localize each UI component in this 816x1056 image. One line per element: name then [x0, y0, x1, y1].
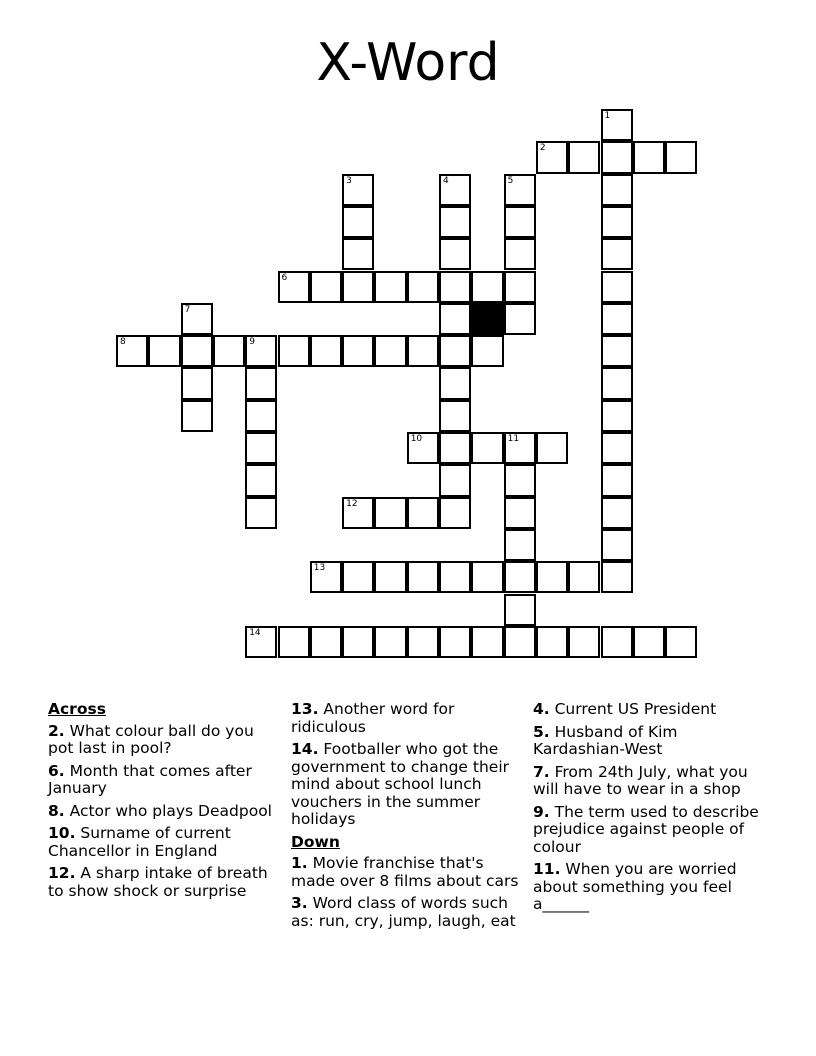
- clue-text: Husband of Kim Kardashian-West: [533, 722, 678, 758]
- grid-cell[interactable]: [439, 271, 471, 303]
- clue-down-3: [291, 895, 529, 930]
- grid-cell[interactable]: [601, 206, 633, 238]
- cell-number: 6: [281, 272, 288, 283]
- clue-text: Footballer who got the government to change their mind about school lunch vouchers in the summer holidays: [291, 740, 509, 828]
- clue-number: 14.: [291, 740, 319, 758]
- clues-column-1: [48, 701, 273, 905]
- grid-cell[interactable]: [342, 335, 374, 367]
- grid-cell[interactable]: [310, 335, 342, 367]
- grid-cell[interactable]: [278, 335, 310, 367]
- grid-cell[interactable]: [504, 561, 536, 593]
- grid-cell[interactable]: [439, 432, 471, 464]
- cell-number: 5: [507, 175, 514, 186]
- clue-across-14: [291, 741, 529, 829]
- grid-cell[interactable]: [601, 174, 633, 206]
- clue-number: 5.: [533, 722, 550, 741]
- cell-number: 3: [346, 175, 352, 186]
- cell-number: 1: [604, 111, 611, 121]
- grid-cell[interactable]: [245, 367, 277, 399]
- grid-cell[interactable]: [568, 626, 600, 658]
- clue-number: 11.: [533, 860, 561, 878]
- grid-cell[interactable]: [407, 335, 439, 367]
- grid-cell[interactable]: [310, 561, 342, 593]
- grid-cell[interactable]: [342, 626, 374, 658]
- grid-cell[interactable]: [245, 497, 277, 529]
- grid-cell[interactable]: [439, 174, 471, 206]
- clue-text: Another word for ridiculous: [291, 700, 455, 736]
- clue-text: When you are worried about something you feel a______: [533, 860, 737, 913]
- grid-cell[interactable]: [342, 174, 374, 206]
- cell-number: 13: [313, 563, 326, 574]
- cell-number: 9: [249, 337, 255, 348]
- clue-down-1: [291, 855, 529, 890]
- clue-down-9: [533, 804, 768, 857]
- clue-across-12: [48, 865, 273, 900]
- grid-block-cell: [471, 303, 503, 335]
- clue-number: 6.: [48, 761, 65, 780]
- grid-cell[interactable]: [439, 367, 471, 399]
- grid-cell[interactable]: [504, 594, 536, 626]
- grid-cell[interactable]: [601, 497, 633, 529]
- grid-cell[interactable]: [439, 335, 471, 367]
- grid-cell[interactable]: [342, 561, 374, 593]
- grid-cell[interactable]: [504, 529, 536, 561]
- down-heading: Down: [291, 832, 340, 851]
- clue-text: A sharp intake of breath to show shock or surprise: [48, 864, 268, 900]
- grid-cell[interactable]: [278, 271, 310, 303]
- grid-cell[interactable]: [601, 141, 633, 173]
- across-heading: Across: [48, 700, 106, 718]
- grid-cell[interactable]: [181, 303, 213, 335]
- clue-down-11: [533, 861, 768, 914]
- grid-cell[interactable]: [245, 464, 277, 496]
- grid-cell[interactable]: [536, 626, 568, 658]
- grid-cell[interactable]: [601, 367, 633, 399]
- grid-cell[interactable]: [504, 238, 536, 270]
- clue-down-4: [533, 701, 768, 719]
- clue-across-6: [48, 763, 273, 798]
- cell-number: 12: [346, 498, 358, 509]
- clue-number: 1.: [291, 854, 308, 872]
- grid-cell[interactable]: [439, 464, 471, 496]
- clue-text: From 24th July, what you will have to wear in a shop: [533, 762, 748, 798]
- grid-cell[interactable]: [439, 497, 471, 529]
- grid-cell[interactable]: [407, 432, 439, 464]
- page-title: X-Word: [316, 33, 500, 93]
- grid-cell[interactable]: [601, 271, 633, 303]
- clue-across-13: [291, 701, 529, 736]
- grid-cell[interactable]: [568, 561, 600, 593]
- cell-number: 11: [507, 434, 520, 444]
- grid-cell[interactable]: [601, 561, 633, 593]
- cell-number: 2: [539, 143, 546, 154]
- clues-column-3: [533, 701, 768, 919]
- clue-across-8: [48, 803, 273, 821]
- grid-cell[interactable]: [601, 626, 633, 658]
- grid-cell[interactable]: [181, 367, 213, 399]
- grid-cell[interactable]: [374, 271, 406, 303]
- cell-number: 4: [443, 175, 449, 186]
- grid-cell[interactable]: [504, 206, 536, 238]
- grid-cell[interactable]: [601, 432, 633, 464]
- grid-cell[interactable]: [439, 626, 471, 658]
- grid-cell[interactable]: [601, 109, 633, 141]
- clue-text: What colour ball do you pot last in pool?: [48, 721, 254, 757]
- grid-cell[interactable]: [536, 432, 568, 464]
- clue-text: Word class of words such as: run, cry, jump, laugh, eat: [291, 894, 516, 930]
- grid-cell[interactable]: [407, 497, 439, 529]
- clue-text: Surname of current Chancellor in England: [48, 824, 231, 860]
- crossword-grid: [117, 110, 700, 660]
- cell-number: 14: [249, 627, 261, 638]
- cell-number: 7: [184, 304, 191, 315]
- grid-cell[interactable]: [181, 335, 213, 367]
- grid-cell[interactable]: [536, 141, 568, 173]
- clue-down-5: [533, 724, 768, 759]
- clue-text: Movie franchise that's made over 8 films about cars: [291, 854, 519, 890]
- grid-cell[interactable]: [504, 432, 536, 464]
- grid-cell[interactable]: [633, 141, 665, 173]
- grid-cell[interactable]: [310, 626, 342, 658]
- cell-number: 10: [410, 434, 423, 444]
- cell-number: 8: [120, 337, 126, 348]
- grid-cell[interactable]: [278, 626, 310, 658]
- grid-cell[interactable]: [374, 561, 406, 593]
- grid-cell[interactable]: [213, 335, 245, 367]
- grid-cell[interactable]: [374, 497, 406, 529]
- clue-number: 9.: [533, 802, 550, 821]
- grid-cell[interactable]: [439, 561, 471, 593]
- grid-cell[interactable]: [245, 335, 277, 367]
- clue-text: The term used to describe prejudice against people of colour: [533, 802, 759, 856]
- grid-cell[interactable]: [504, 497, 536, 529]
- grid-cell[interactable]: [471, 271, 503, 303]
- grid-cell[interactable]: [601, 400, 633, 432]
- grid-cell[interactable]: [471, 335, 503, 367]
- grid-cell[interactable]: [342, 238, 374, 270]
- grid-cell[interactable]: [407, 271, 439, 303]
- clue-across-10: [48, 825, 273, 860]
- clue-across-2: [48, 723, 273, 758]
- clue-text: Current US President: [549, 700, 717, 718]
- clue-number: 10.: [48, 824, 76, 842]
- grid-cell[interactable]: [245, 400, 277, 432]
- grid-cell[interactable]: [601, 529, 633, 561]
- grid-cell[interactable]: [116, 335, 148, 367]
- grid-cell[interactable]: [407, 626, 439, 658]
- grid-cell[interactable]: [504, 271, 536, 303]
- grid-cell[interactable]: [601, 335, 633, 367]
- grid-cell[interactable]: [601, 238, 633, 270]
- clue-down-7: [533, 764, 768, 799]
- clue-text: Actor who plays Deadpool: [64, 801, 272, 820]
- clue-number: 12.: [48, 864, 76, 882]
- grid-cell[interactable]: [504, 303, 536, 335]
- grid-cell[interactable]: [342, 206, 374, 238]
- grid-cell[interactable]: [665, 626, 697, 658]
- grid-cell[interactable]: [439, 303, 471, 335]
- grid-cell[interactable]: [471, 626, 503, 658]
- grid-cell[interactable]: [310, 271, 342, 303]
- grid-cell[interactable]: [504, 464, 536, 496]
- clue-text: Month that comes after January: [48, 761, 252, 797]
- grid-cell[interactable]: [471, 561, 503, 593]
- grid-cell[interactable]: [374, 335, 406, 367]
- grid-cell[interactable]: [245, 626, 277, 658]
- clue-number: 4.: [533, 700, 550, 718]
- grid-cell[interactable]: [374, 626, 406, 658]
- clue-number: 3.: [291, 894, 308, 912]
- grid-cell[interactable]: [504, 174, 536, 206]
- grid-cell[interactable]: [568, 141, 600, 173]
- clues-column-2: [291, 701, 529, 935]
- clue-number: 13.: [291, 700, 319, 718]
- clue-number: 2.: [48, 721, 65, 740]
- grid-cell[interactable]: [181, 400, 213, 432]
- grid-cell[interactable]: [439, 238, 471, 270]
- grid-cell[interactable]: [342, 497, 374, 529]
- grid-cell[interactable]: [504, 626, 536, 658]
- clue-number: 7.: [533, 762, 550, 781]
- grid-cell[interactable]: [245, 432, 277, 464]
- grid-cell[interactable]: [601, 303, 633, 335]
- grid-cell[interactable]: [439, 206, 471, 238]
- grid-cell[interactable]: [536, 561, 568, 593]
- grid-cell[interactable]: [601, 464, 633, 496]
- grid-cell[interactable]: [439, 400, 471, 432]
- grid-cell[interactable]: [407, 561, 439, 593]
- grid-cell[interactable]: [148, 335, 180, 367]
- grid-cell[interactable]: [471, 432, 503, 464]
- grid-cell[interactable]: [342, 271, 374, 303]
- clue-number: 8.: [48, 801, 65, 820]
- grid-cell[interactable]: [665, 141, 697, 173]
- grid-cell[interactable]: [633, 626, 665, 658]
